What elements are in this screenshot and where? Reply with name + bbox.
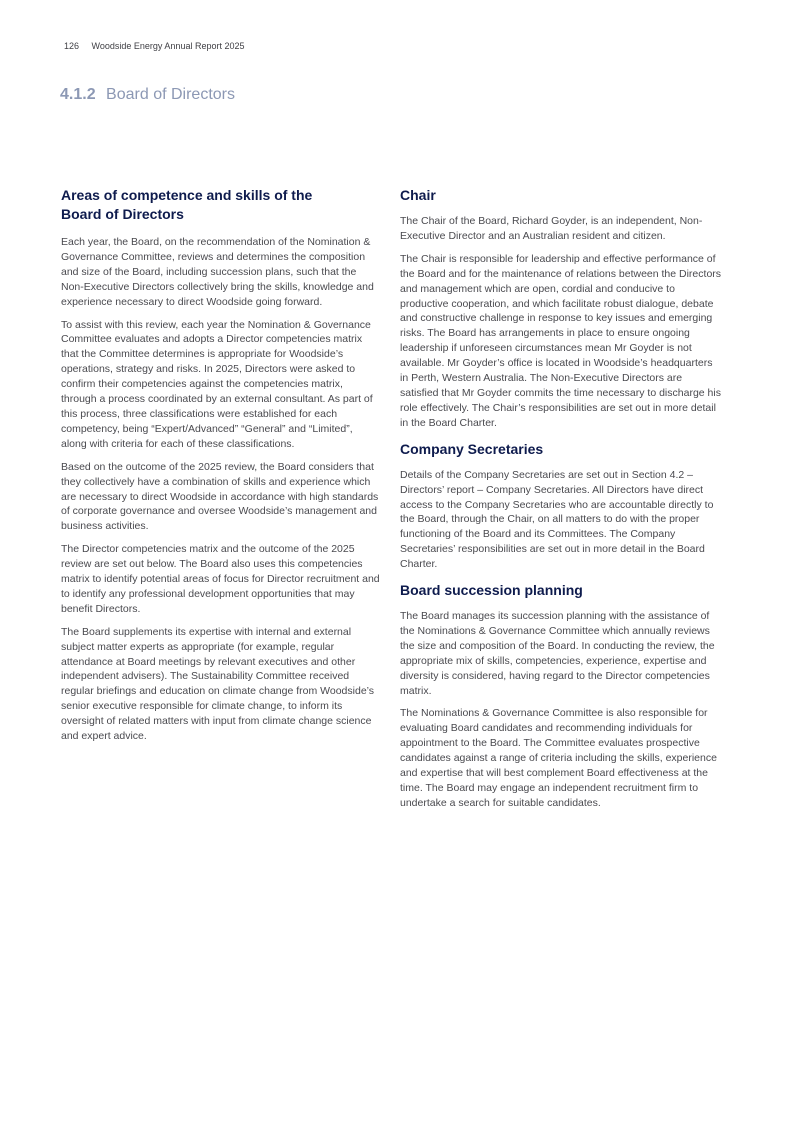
right-column [400, 186, 722, 819]
competence-paragraph: To assist with this review, each year the Nomination & Governance Committee evaluates and adopts a Director competencies matrix that the Committee determines is appropriate for Woodside’s operations, strategy and risks. In 2025, Directors were asked to confirm their competencies against the competencies matrix, through a process coordinated by an external consultant. As part of this process, three classifications were established for each competency, being “Expert/Advanced” “General” and “Limited”, along with criteria for each of these classifications. [61, 318, 373, 450]
competence-paragraph: Based on the outcome of the 2025 review, the Board considers that they collectively have a combination of skills and experience which are necessary to direct Woodside in accordance with high standards of corporate governance and oversee Woodside’s management and business activities. [61, 460, 379, 533]
section-title [60, 86, 235, 104]
section-number: 4.1.2 [60, 86, 96, 103]
page-header [64, 41, 245, 51]
chair-paragraph: The Chair is responsible for leadership and effective performance of the Board and for the maintenance of relations between the Directors and management which are open, cordial and conducive to productive cooperation, and which facilitate robust dialogue, debate and constructive challenge in response to key issues and emerging risks. The Board has arrangements in place to ensure ongoing leadership if unforeseen circumstances mean Mr Goyder is not available. Mr Goyder’s office is located in Woodside’s headquarters in Perth, Western Australia. The Non-Executive Directors are satisfied that Mr Goyder commits the time necessary to discharge his role effectively. The Chair’s responsibilities are set out in more detail in the Board Charter. [400, 252, 722, 429]
competence-paragraph: The Director competencies matrix and the outcome of the 2025 review are set out below. The Board also uses this competencies matrix to identify potential areas of focus for Director recruitment and to identify any professional development opportunities that may benefit Directors. [61, 543, 380, 615]
left-column [61, 186, 381, 752]
report-title: Woodside Energy Annual Report 2025 [91, 41, 245, 51]
succession-heading: Board succession planning [400, 582, 583, 599]
chair-heading: Chair [400, 187, 436, 203]
company-secretaries-paragraph: Details of the Company Secretaries are set out in Section 4.2 – Directors’ report – Company Secretaries. All Directors have direct access to the Company Secretaries who are accountable directly to the Board, through the Chair, on all matters to do with the proper functioning of the Board and its Committees. The Company Secretaries’ responsibilities are set out in more detail in the Board Charter. [400, 468, 714, 571]
company-secretaries-heading: Company Secretaries [400, 440, 544, 457]
succession-paragraph: The Board manages its succession planning with the assistance of the Nominations & Governance Committee which annually reviews the size and composition of the Board. In conducting the review, the appropriate mix of skills, competencies, experience, expertise and diversity is considered, having regard to the Director competencies matrix. [400, 610, 715, 697]
competence-heading-line2: Board of Directors [61, 206, 184, 222]
competence-paragraph: The Board supplements its expertise with internal and external subject matter experts as appropriate (for example, regular attendance at Board meetings by relevant executives and other independent advisers). The Sustainability Committee received regular briefings and education on climate change from Woodside’s senior executive responsible for climate change, to inform its oversight of related matters with input from climate change science and expert advice. [61, 625, 375, 743]
competence-heading-line1: Areas of competence and skills of the [61, 187, 313, 203]
competence-paragraph: Each year, the Board, on the recommendation of the Nomination & Governance Committee, reviews and determines the composition and size of the Board, including succession plans, such that the Non-Executive Directors collectively bring the skills, knowledge and experience necessary to direct Woodside going forward. [61, 236, 374, 308]
chair-paragraph: The Chair of the Board, Richard Goyder, is an independent, Non-Executive Director and an Australian resident and citizen. [400, 215, 703, 242]
competence-heading [61, 186, 381, 224]
succession-paragraph: The Nominations & Governance Committee is also responsible for evaluating Board candidates and recommending individuals for appointment to the Board. The Committee evaluates prospective candidates against a range of criteria including the skills, experience and expertise that will best complement Board effectiveness at the time. The Board may engage an independent recruitment firm to undertake a search for suitable candidates. [400, 707, 717, 809]
section-name: Board of Directors [106, 86, 235, 103]
page-number: 126 [64, 41, 80, 51]
